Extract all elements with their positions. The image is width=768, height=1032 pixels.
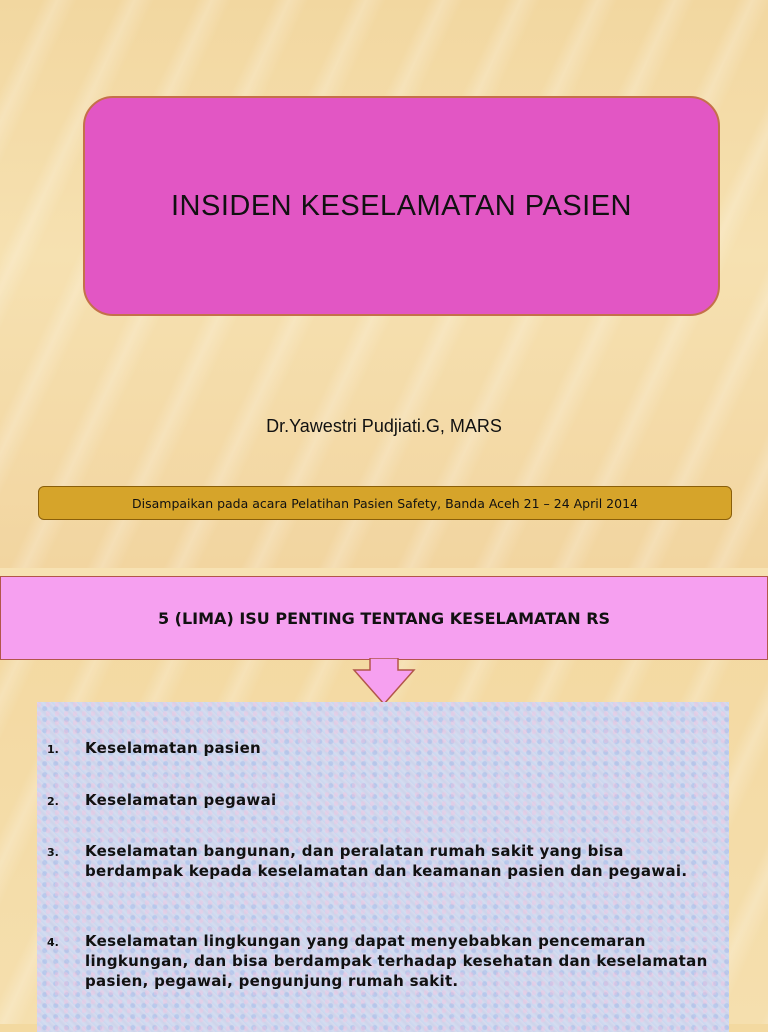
list-item-number: 2. (47, 795, 59, 808)
slide-divider (0, 568, 768, 576)
list-item-text: Keselamatan pasien (85, 739, 262, 757)
issues-header-text: 5 (LIMA) ISU PENTING TENTANG KESELAMATAN RS (157, 608, 611, 628)
list-item-number: 3. (47, 846, 59, 859)
list-item-number: 1. (47, 743, 59, 756)
list-item-text: Keselamatan bangunan, dan peralatan rumah sakit yang bisa berdampak kepada keselamatan dan keamanan pasien dan pegawai. (85, 842, 688, 880)
issues-list-box (37, 702, 729, 1032)
down-arrow-icon (352, 658, 416, 706)
event-banner-text: Disampaikan pada acara Pelatihan Pasien Safety, Banda Aceh 21 – 24 April 2014 (132, 495, 638, 511)
list-item-text: Keselamatan lingkungan yang dapat menyebabkan pencemaran lingkungan, dan bisa berdampak terhadap kesehatan dan keselamatan pasien, pegawai, pengunjung rumah sakit. (85, 932, 708, 990)
slide-issues (0, 576, 768, 1024)
issues-header (0, 576, 768, 660)
slide-title-text: INSIDEN KESELAMATAN PASIEN (171, 189, 632, 222)
list-item-text: Keselamatan pegawai (85, 791, 277, 809)
author-name: Dr.Yawestri Pudjiati.G, MARS (266, 416, 502, 436)
event-banner (38, 486, 732, 520)
title-box (83, 96, 720, 316)
list-item-number: 4. (47, 936, 59, 949)
